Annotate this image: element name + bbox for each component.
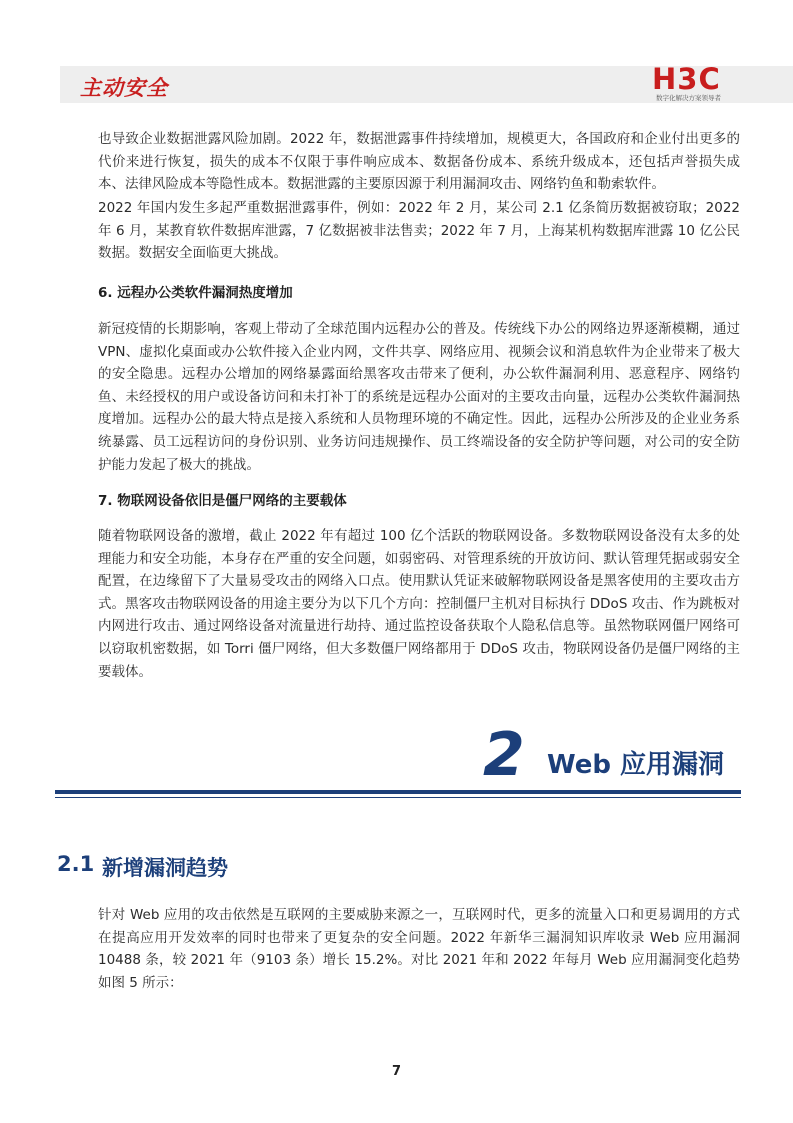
page-number: 7 bbox=[391, 1064, 402, 1079]
chapter-title: Web 应用漏洞 bbox=[547, 750, 725, 780]
chapter-divider-thin bbox=[55, 797, 741, 798]
paragraph-iot: 随着物联网设备的激增，截止 2022 年有超过 100 亿个活跃的物联网设备。多数物联网设备没有太多的处理能力和安全功能，本身存在严重的安全问题，如弱密码、对管理系统的开放访问、默认管理凭据或弱安全配置，在边缘留下了大量易受攻击的网络入口点。使用默认凭证来破解物联网设备是黑客使用的主要攻击方式。黑客攻击物联网设备的用途主要分为以下几个方向：控制僵尸主机对目标执行 DDoS 攻击、作为跳板对内网进行攻击、通过网络设备对流量进行劫持、通过监控设备获取个人隐私信息等。虽然物联网僵尸网络可以窃取机密数据，如 Torri 僵尸网络，但大多数僵尸网络都用于 DDoS 攻击，物联网设备仍是僵尸网络的主要载体。 bbox=[98, 528, 740, 680]
brand-logo-text: 主动安全 bbox=[80, 76, 168, 100]
chapter-divider-thick bbox=[55, 790, 741, 794]
h3c-logo bbox=[652, 62, 742, 106]
logo-wordmark: H3C bbox=[652, 62, 721, 96]
paragraph-data-leak: 也导致企业数据泄露风险加剧。2022 年，数据泄露事件持续增加，规模更大，各国政府和企业付出更多的代价来进行恢复，损失的成本不仅限于事件响应成本、数据备份成本、系统升级成本，还包括声誉损失成本、法律风险成本等隐性成本。数据泄露的主要原因源于利用漏洞攻击、网络钓鱼和勒索软件。 bbox=[98, 131, 740, 193]
paragraph-remote-work: 新冠疫情的长期影响，客观上带动了全球范围内远程办公的普及。传统线下办公的网络边界逐渐模糊，通过 VPN、虚拟化桌面或办公软件接入企业内网，文件共享、网络应用、视频会议和消息软件为企业带来了极大的安全隐患。远程办公增加的网络暴露面给黑客攻击带来了便利，办公软件漏洞利用、恶意程序、网络钓鱼、未经授权的用户或设备访问和未打补丁的系统是远程办公面对的主要攻击向量，远程办公类软件漏洞热度增加。远程办公的最大特点是接入系统和人员物理环境的不确定性。因此，远程办公所涉及的企业业务系统暴露、员工远程访问的身份识别、业务访问违规操作、员工终端设备的安全防护等问题，对公司的安全防护能力发起了极大的挑战。 bbox=[98, 321, 740, 473]
logo-tagline: 数字化解决方案领导者 bbox=[656, 94, 721, 102]
paragraph-web-vulns: 针对 Web 应用的攻击依然是互联网的主要威胁来源之一，互联网时代，更多的流量入口和更易调用的方式在提高应用开发效率的同时也带来了更复杂的安全问题。2022 年新华三漏洞知识库收录 Web 应用漏洞 10488 条，较 2021 年（9103 条）增长 15.2%。对比 2021 年和 2022 年每月 Web 应用漏洞变化趋势如图 5 所示： bbox=[98, 907, 740, 991]
section-title: 新增漏洞趋势 bbox=[102, 856, 228, 880]
chapter-number: 2 bbox=[483, 720, 525, 790]
subheading-iot: 7. 物联网设备依旧是僵尸网络的主要载体 bbox=[98, 493, 347, 509]
subheading-remote-work: 6. 远程办公类软件漏洞热度增加 bbox=[98, 285, 293, 301]
paragraph-domestic-incidents: 2022 年国内发生多起严重数据泄露事件，例如：2022 年 2 月，某公司 2.1 亿条简历数据被窃取；2022 年 6 月，某教育软件数据库泄露，7 亿数据被非法售卖；2022 年 7 月，上海某机构数据库泄露 10 亿公民数据。数据安全面临更大挑战。 bbox=[98, 200, 740, 262]
section-number: 2.1 bbox=[57, 852, 95, 876]
